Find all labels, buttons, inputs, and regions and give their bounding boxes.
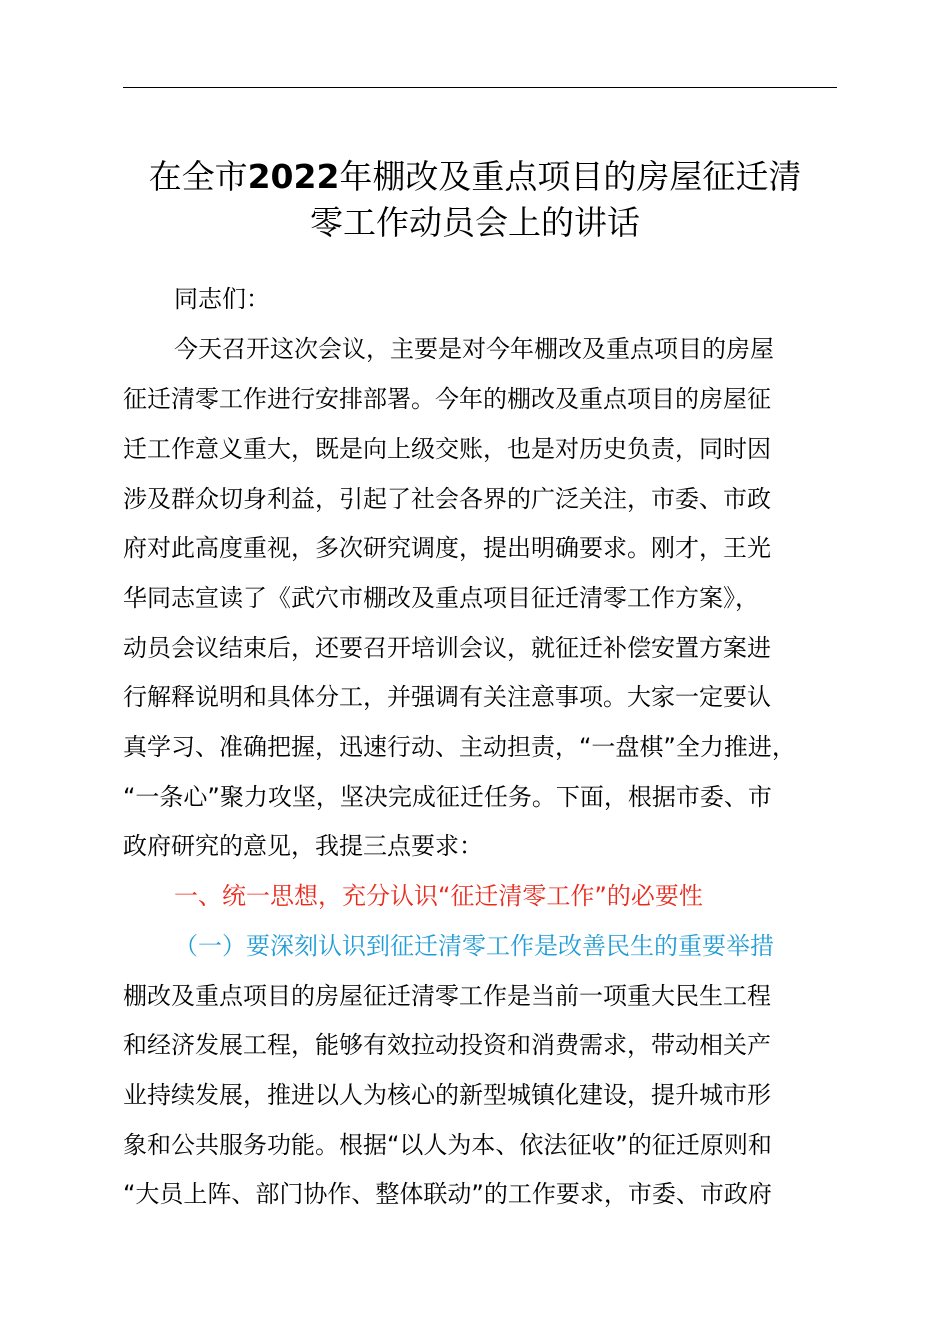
title-year: 2022 [247, 157, 340, 196]
body-line: 涉及群众切身利益，引起了社会各界的广泛关注，市委、市政 [123, 485, 771, 513]
body-line: 府对此高度重视，多次研究调度，提出明确要求。刚才，王光 [123, 534, 771, 562]
salutation: 同志们： [174, 285, 270, 313]
title-prefix: 在全市 [148, 157, 248, 196]
body-line: “一条心”聚力攻坚，坚决完成征迁任务。下面，根据市委、市 [123, 783, 772, 811]
body-line: 迁工作意义重大，既是向上级交账，也是对历史负责，同时因 [123, 435, 771, 463]
document-title-line-2: 零工作动员会上的讲话 [310, 203, 640, 242]
body-line: 今天召开这次会议，主要是对今年棚改及重点项目的房屋 [174, 335, 774, 363]
subsection-heading-1: （一）要深刻认识到征迁清零工作是改善民生的重要举措 [174, 932, 774, 960]
body-line: 行解释说明和具体分工，并强调有关注意事项。大家一定要认 [123, 683, 771, 711]
body-line: 真学习、准确把握，迅速行动、主动担责，“一盘棋”全力推进， [123, 733, 796, 761]
body-line: 政府研究的意见，我提三点要求： [123, 832, 483, 860]
body-line: 棚改及重点项目的房屋征迁清零工作是当前一项重大民生工程 [123, 982, 771, 1010]
body-line: “大员上阵、部门协作、整体联动”的工作要求，市委、市政府 [123, 1180, 772, 1208]
body-line: 华同志宣读了《武穴市棚改及重点项目征迁清零工作方案》， [123, 584, 759, 612]
body-line: 业持续发展，推进以人为核心的新型城镇化建设，提升城市形 [123, 1081, 771, 1109]
body-line: 和经济发展工程，能够有效拉动投资和消费需求，带动相关产 [123, 1031, 771, 1059]
body-line: 动员会议结束后，还要召开培训会议，就征迁补偿安置方案进 [123, 634, 771, 662]
header-rule [123, 87, 837, 88]
title-suffix: 年棚改及重点项目的房屋征迁清 [339, 157, 802, 196]
body-line: 征迁清零工作进行安排部署。今年的棚改及重点项目的房屋征 [123, 385, 771, 413]
section-heading-1: 一、统一思想，充分认识“征迁清零工作”的必要性 [174, 882, 703, 910]
body-line: 象和公共服务功能。根据“以人为本、依法征收”的征迁原则和 [123, 1131, 772, 1159]
document-title-line-1 [100, 152, 850, 202]
